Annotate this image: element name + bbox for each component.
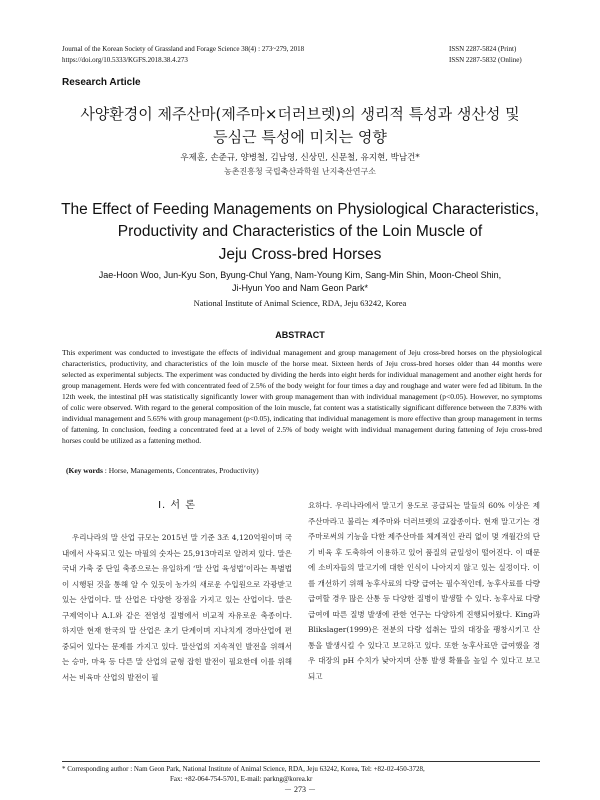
korean-title-line-2: 등심근 특성에 미치는 영향 [213, 128, 387, 146]
issn-online: ISSN 2287-5832 (Online) [449, 55, 522, 64]
intro-paragraph-2: 요하다. 우리나라에서 말고기 용도로 공급되는 말들의 60% 이상은 제주산마라고 불리는 제주마와 더러브렛의 교잡종이다. 현재 말고기는 경주마로써의 기능을 다한 제주산마를 체계적인 관리 없이 몇 개월간의 단기 비육 후 도축하여 이용하고 있어 품질의 균일성이 떨어진다. 이 때문에 소비자들의 말고기에 대한 인식이 나아지지 않고 있는 실정이다. 이를 개선하기 위해 농후사료의 다량 급여는 필수적인데, 농후사료를 다량 급여할 경우 많은 산통 등 다양한 질병이 발생할 수 있다. 농후사료 다량 급여에 따른 질병 발생에 관한 연구는 다양하게 진행되어왔다. King과 Blikslager(1999)은 전분의 다량 섭취는 말의 대장을 팽창시키고 산통을 발생시킬 수 있다고 보고하고 있다. 또한 농후사료만 급여했을 경우 대장의 pH 수치가 낮아지며 산통 발생 확률을 높일 수 있다고 보고되고 [308, 501, 540, 681]
keywords-list: : Horse, Managements, Concentrates, Productivity) [104, 466, 259, 475]
footnote-line-2: Fax: +82-064-754-5701, E-mail: parkng@korea.kr [170, 775, 313, 783]
section-heading-introduction: Ⅰ. 서 론 [158, 500, 196, 511]
english-affiliation: National Institute of Animal Science, RDA, Jeju 63242, Korea [193, 298, 407, 308]
article-type: Research Article [62, 77, 141, 88]
body-column-right [308, 498, 540, 684]
english-title-line-3: Jeju Cross-bred Horses [218, 246, 382, 263]
abstract-heading: ABSTRACT [275, 330, 325, 340]
issn-print: ISSN 2287-5824 (Print) [449, 45, 517, 53]
journal-line: Journal of the Korean Society of Grassland and Forage Science 38(4) : 273~279, 2018 [62, 45, 305, 53]
issn-block [449, 44, 522, 65]
english-title-line-2: Productivity and Characteristics of the Loin Muscle of [117, 223, 483, 240]
journal-citation [62, 44, 304, 65]
korean-authors: 우제훈, 손준규, 양병철, 김남영, 신상민, 신문철, 유지현, 박남건* [180, 153, 420, 163]
intro-paragraph-1: 우리나라의 말 산업 규모는 2015년 말 기준 3조 4,120억원이며 국내에서 사육되고 있는 마필의 숫자는 25,913마리로 알려져 있다. 말은 국내 가축 중 단일 축종으로는 유일하게 ‘말 산업 육성법’이라는 특별법이 시행된 것을 통해 알 수 있듯이 농가의 새로운 수입원으로 각광받고 있는 산업이다. 말 산업은 다양한 장점을 가지고 있는 산업이다. 말은 구제역이나 A.I.와 같은 전염성 질병에서 비교적 자유로운 축종이다. 하지만 현재 한국의 말 산업은 초기 단계이며 지나치게 경마산업에 편중되어 있다는 문제를 가지고 있다. 말산업의 지속적인 발전을 위해서는 승마, 마육 등 다른 말 산업의 균형 잡힌 발전이 필요한데 이를 위해서는 비육마 산업의 발전이 필 [62, 533, 292, 682]
footnote-divider [62, 761, 540, 762]
english-authors-line-1: Jae-Hoon Woo, Jun-Kyu Son, Byung-Chul Yang, Nam-Young Kim, Sang-Min Shin, Moon-Cheol Shin, [98, 270, 502, 280]
body-column-left [62, 530, 292, 685]
korean-title-line-1: 사양환경이 제주산마(제주마×더러브렛)의 생리적 특성과 생산성 및 [80, 105, 520, 123]
korean-affiliation: 농촌진흥청 국립축산과학원 난지축산연구소 [224, 167, 376, 176]
page-number: － 273 － [284, 785, 316, 794]
keywords-label: (Key words [66, 466, 103, 475]
doi-link[interactable]: https://doi.org/10.5333/KGFS.2018.38.4.273 [62, 55, 188, 64]
corresponding-author-footnote [62, 764, 542, 784]
footnote-line-1: * Corresponding author : Nam Geon Park, National Institute of Animal Science, RDA, Jeju 63242, Korea, Tel: +82-02-450-3728, [62, 765, 425, 773]
keywords-line [66, 466, 546, 475]
abstract-text: This experiment was conducted to investigate the effects of individual management and group management of Jeju cross-bred horses on the physiological characteristics, productivity, and characteristics of the loin muscle of the horse meat. Sixteen herds of Jeju cross-bred horses older than 44 months were selected as experimental subjects. The experiment was conducted by dividing the herds into eight herds for individual management and another eight herds for group management. Herds were fed with concentrated feed of 2.5% of the body weight for four times a day and roughage and water were fed ad libitum. In the 12th week, the intestinal pH was statistically significantly lower with group management than with individual management (p<0.05). However, no symptoms of colic were observed. With regard to the general composition of the loin muscle, fat content was a statistically significant difference between the 7.83% with individual management and 5.65% with group management (p<0.05), indicating that individual management is more effective than group management in terms of fattening. In conclusion, feeding a concentrated feed at a level of 2.5% of body weight with individual management during fattening of Jeju cross-bred horses could be utilized as a fattening method. [62, 348, 542, 445]
english-title-line-1: The Effect of Feeding Managements on Physiological Characteristics, [61, 201, 539, 218]
english-authors-line-2: Ji-Hyun Yoo and Nam Geon Park* [231, 283, 369, 293]
